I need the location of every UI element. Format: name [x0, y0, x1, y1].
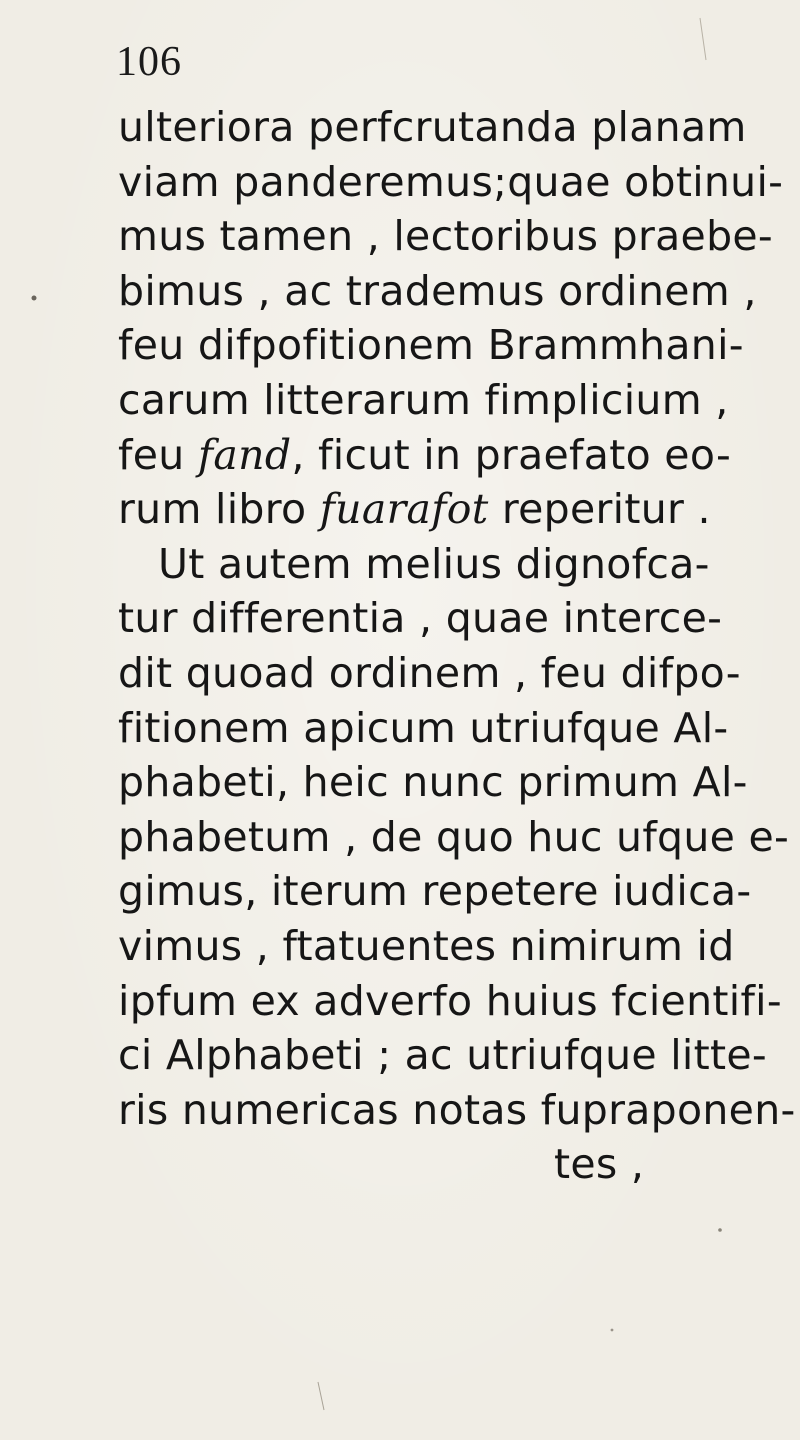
text-line: [118, 428, 778, 483]
text-segment: carum litterarum fimplicium ,: [118, 375, 729, 424]
text-segment: phabeti, heic nunc primum Al-: [118, 758, 748, 807]
page-number: 106: [116, 39, 182, 85]
italic-word: fuarafot: [319, 485, 489, 534]
paper-crease: [318, 1382, 324, 1410]
text-segment: feu: [118, 430, 198, 479]
text-segment: tur differentia , quae interce-: [118, 594, 723, 643]
body-text: [118, 100, 796, 1192]
text-line: [118, 1083, 796, 1138]
text-line: [118, 646, 778, 701]
text-line: [118, 264, 778, 319]
paper-speck: [718, 1228, 722, 1232]
text-line: [118, 209, 778, 264]
text-line: [118, 919, 778, 974]
catchword: [118, 1137, 778, 1192]
text-segment: vimus , ftatuentes nimirum id: [118, 921, 735, 970]
text-line: [118, 810, 790, 865]
text-segment: phabetum , de quo huc ufque e-: [118, 812, 790, 861]
paper-crease: [700, 18, 706, 60]
paper-speck: [611, 1329, 614, 1332]
text-line: [118, 755, 778, 810]
text-segment: rum libro: [118, 485, 320, 534]
text-segment: reperitur .: [488, 485, 711, 534]
text-line: [118, 155, 784, 210]
text-segment: ris numericas notas fupraponen-: [118, 1085, 796, 1134]
text-line: [118, 591, 778, 646]
paper-speck: [32, 296, 37, 301]
text-segment: dit quoad ordinem , feu difpo-: [118, 648, 741, 697]
text-segment: ipfum ex adverfo huius fcientifi-: [118, 976, 782, 1025]
text-segment: gimus, iterum repetere iudica-: [118, 867, 752, 916]
text-line: [118, 974, 782, 1029]
text-segment: feu difpofitionem Brammhani-: [118, 321, 744, 370]
text-segment: fitionem apicum utriufque Al-: [118, 703, 729, 752]
text-segment: Ut autem melius dignofca-: [158, 539, 710, 588]
text-line: [118, 482, 778, 537]
text-line: [118, 100, 778, 155]
text-line: [118, 701, 778, 756]
text-line: [118, 537, 778, 592]
text-segment: mus tamen , lectoribus praebe-: [118, 212, 774, 261]
italic-word: fand: [197, 430, 292, 479]
text-line: [118, 864, 778, 919]
text-segment: viam panderemus;quae obtinui-: [118, 157, 784, 206]
text-line: [118, 318, 778, 373]
text-line: [118, 1028, 778, 1083]
text-segment: bimus , ac trademus ordinem ,: [118, 266, 757, 315]
text-segment: ulteriora perfcrutanda planam: [118, 103, 747, 151]
text-segment: ci Alphabeti ; ac utriufque litte-: [118, 1031, 767, 1080]
text-line: [118, 373, 778, 428]
text-segment: , ficut in praefato eo-: [291, 430, 732, 479]
text-segment: tes ,: [554, 1140, 645, 1189]
